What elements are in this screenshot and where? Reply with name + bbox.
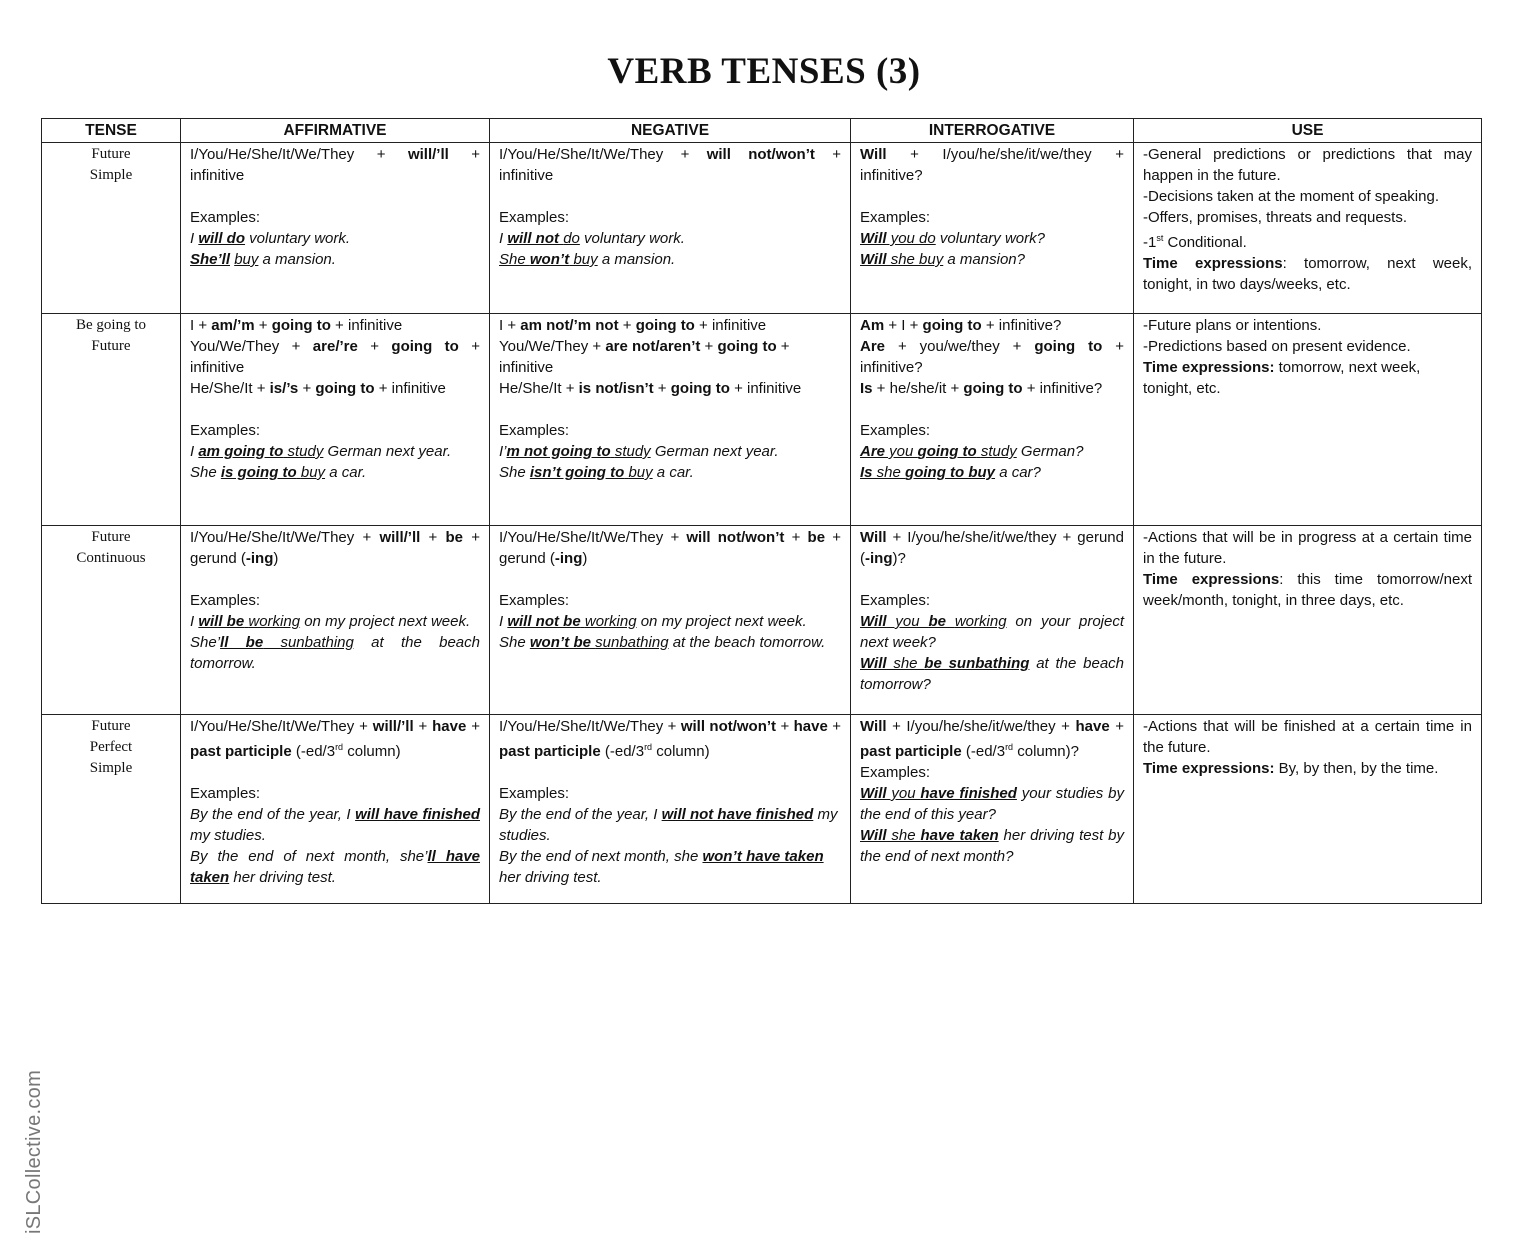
example-sentence: Are you going to study German? <box>860 443 1084 460</box>
negative-cell <box>490 715 851 904</box>
interrogative-cell <box>851 715 1134 904</box>
affirmative-cell <box>181 314 490 526</box>
form-rule: Is + he/she/it + going to + infinitive? <box>860 380 1103 397</box>
time-expressions: Time expressions: this time tomorrow/next week/month, tonight, in three days, etc. <box>1143 571 1472 609</box>
table-row-future-continuous <box>42 526 1482 715</box>
table-row-future-simple <box>42 143 1482 314</box>
form-rule: Will + I/you/he/she/it/we/they + infinitive? <box>860 146 1124 184</box>
example-sentence: By the end of next month, she’ll have taken her driving test. <box>190 848 481 886</box>
form-rule: He/She/It + is not/isn’t + going to + infinitive <box>499 380 802 397</box>
example-sentence: By the end of the year, I will have finished my studies. <box>190 806 480 844</box>
page-title: VERB TENSES (3) <box>607 51 921 92</box>
header-tense: TENSE <box>42 119 181 143</box>
header-affirmative: AFFIRMATIVE <box>181 119 490 143</box>
example-sentence: She isn’t going to buy a car. <box>499 464 694 481</box>
example-sentence: She won’t buy a mansion. <box>499 251 676 268</box>
affirmative-cell <box>181 715 490 904</box>
example-sentence: By the end of next month, she won’t have taken her driving test. <box>499 848 824 886</box>
negative-cell <box>490 143 851 314</box>
negative-cell <box>490 314 851 526</box>
use-cell: -General predictions or predictions that may happen in the future. -Decisions taken at the moment of speaking. -Offers, promises, threats and requests. -1st Conditional. Time expressions: tomorrow, next week, tonight, in two days/weeks, etc. <box>1134 143 1482 314</box>
form-rule: Will + I/you/he/she/it/we/they + have + past participle (-ed/3rd column)? <box>860 718 1124 760</box>
example-sentence: By the end of the year, I will not have finished my studies. <box>499 806 838 844</box>
use-cell: -Actions that will be finished at a certain time in the future. Time expressions: By, by then, by the time. <box>1134 715 1482 904</box>
example-sentence: I will not do voluntary work. <box>499 230 685 247</box>
form-rule: Are + you/we/they + going to + infinitive? <box>860 338 1124 376</box>
tense-cell: Future Perfect Simple <box>42 715 181 904</box>
example-sentence: She won’t be sunbathing at the beach tomorrow. <box>499 634 826 651</box>
form-rule: I/You/He/She/It/We/They + will/’ll + be + gerund (-ing) <box>190 529 480 567</box>
header-interrogative: INTERROGATIVE <box>851 119 1134 143</box>
example-sentence: I will not be working on my project next week. <box>499 613 807 630</box>
examples-label: Examples: <box>860 764 931 781</box>
example-sentence: Will you be working on your project next week? <box>860 613 1125 651</box>
affirmative-cell <box>181 526 490 715</box>
form-rule: I/You/He/She/It/We/They + will not/won’t + be + gerund (-ing) <box>499 529 841 567</box>
examples-label: Examples: <box>190 209 261 226</box>
example-sentence: Will she be sunbathing at the beach tomorrow? <box>860 655 1125 693</box>
example-sentence: I am going to study German next year. <box>190 443 452 460</box>
example-sentence: Will she have taken her driving test by the end of next month? <box>860 827 1124 865</box>
form-rule: He/She/It + is/’s + going to + infinitive <box>190 380 446 397</box>
use-cell: -Actions that will be in progress at a certain time in the future. Time expressions: this time tomorrow/next week/month, tonight, in three days, etc. <box>1134 526 1482 715</box>
examples-label: Examples: <box>190 422 261 439</box>
header-use: USE <box>1134 119 1482 143</box>
negative-cell <box>490 526 851 715</box>
example-sentence: Will you have finished your studies by the end of this year? <box>860 785 1124 823</box>
time-expressions: Time expressions: tomorrow, next week, tonight, etc. <box>1143 359 1421 397</box>
interrogative-cell <box>851 143 1134 314</box>
example-sentence: She’ll be sunbathing at the beach tomorrow. <box>190 634 480 672</box>
form-rule: I/You/He/She/It/We/They + will/’ll + infinitive <box>190 146 480 184</box>
watermark: iSLCollective.com <box>23 1069 45 1234</box>
verb-tenses-table <box>41 118 1482 904</box>
examples-label: Examples: <box>190 592 261 609</box>
example-sentence: I will do voluntary work. <box>190 230 351 247</box>
example-sentence: I’m not going to study German next year. <box>499 443 779 460</box>
form-rule: I + am/’m + going to + infinitive <box>190 317 403 334</box>
table-row-future-perfect-simple <box>42 715 1482 904</box>
form-rule: Will + I/you/he/she/it/we/they + gerund (-ing)? <box>860 529 1124 567</box>
time-expressions: Time expressions: By, by then, by the time. <box>1143 760 1439 777</box>
use-cell: -Future plans or intentions. -Predictions based on present evidence. Time expressions: tomorrow, next week, tonight, etc. <box>1134 314 1482 526</box>
time-expressions: Time expressions: tomorrow, next week, tonight, in two days/weeks, etc. <box>1143 255 1472 293</box>
interrogative-cell <box>851 526 1134 715</box>
tense-cell: Future Simple <box>42 143 181 314</box>
examples-label: Examples: <box>499 422 570 439</box>
examples-label: Examples: <box>499 785 570 802</box>
examples-label: Examples: <box>499 209 570 226</box>
example-sentence: She is going to buy a car. <box>190 464 367 481</box>
header-negative: NEGATIVE <box>490 119 851 143</box>
example-sentence: I will be working on my project next week. <box>190 613 471 630</box>
example-sentence: Is she going to buy a car? <box>860 464 1041 481</box>
affirmative-cell <box>181 143 490 314</box>
form-rule: You/We/They + are not/aren’t + going to + infinitive <box>499 338 790 376</box>
tense-cell: Be going to Future <box>42 314 181 526</box>
example-sentence: Will you do voluntary work? <box>860 230 1045 247</box>
table-header-row <box>42 119 1482 143</box>
examples-label: Examples: <box>499 592 570 609</box>
examples-label: Examples: <box>860 422 931 439</box>
form-rule: I/You/He/She/It/We/They + will not/won’t + have + past participle (-ed/3rd column) <box>499 718 841 760</box>
form-rule: I + am not/’m not + going to + infinitive <box>499 317 767 334</box>
form-rule: I/You/He/She/It/We/They + will not/won’t + infinitive <box>499 146 841 184</box>
examples-label: Examples: <box>190 785 261 802</box>
form-rule: Am + I + going to + infinitive? <box>860 317 1062 334</box>
example-sentence: She’ll buy a mansion. <box>190 251 336 268</box>
examples-label: Examples: <box>860 592 931 609</box>
interrogative-cell <box>851 314 1134 526</box>
tense-cell: Future Continuous <box>42 526 181 715</box>
table-row-be-going-to-future <box>42 314 1482 526</box>
example-sentence: Will she buy a mansion? <box>860 251 1025 268</box>
form-rule: I/You/He/She/It/We/They + will/’ll + have + past participle (-ed/3rd column) <box>190 718 480 760</box>
form-rule: You/We/They + are/’re + going to + infinitive <box>190 338 480 376</box>
examples-label: Examples: <box>860 209 931 226</box>
